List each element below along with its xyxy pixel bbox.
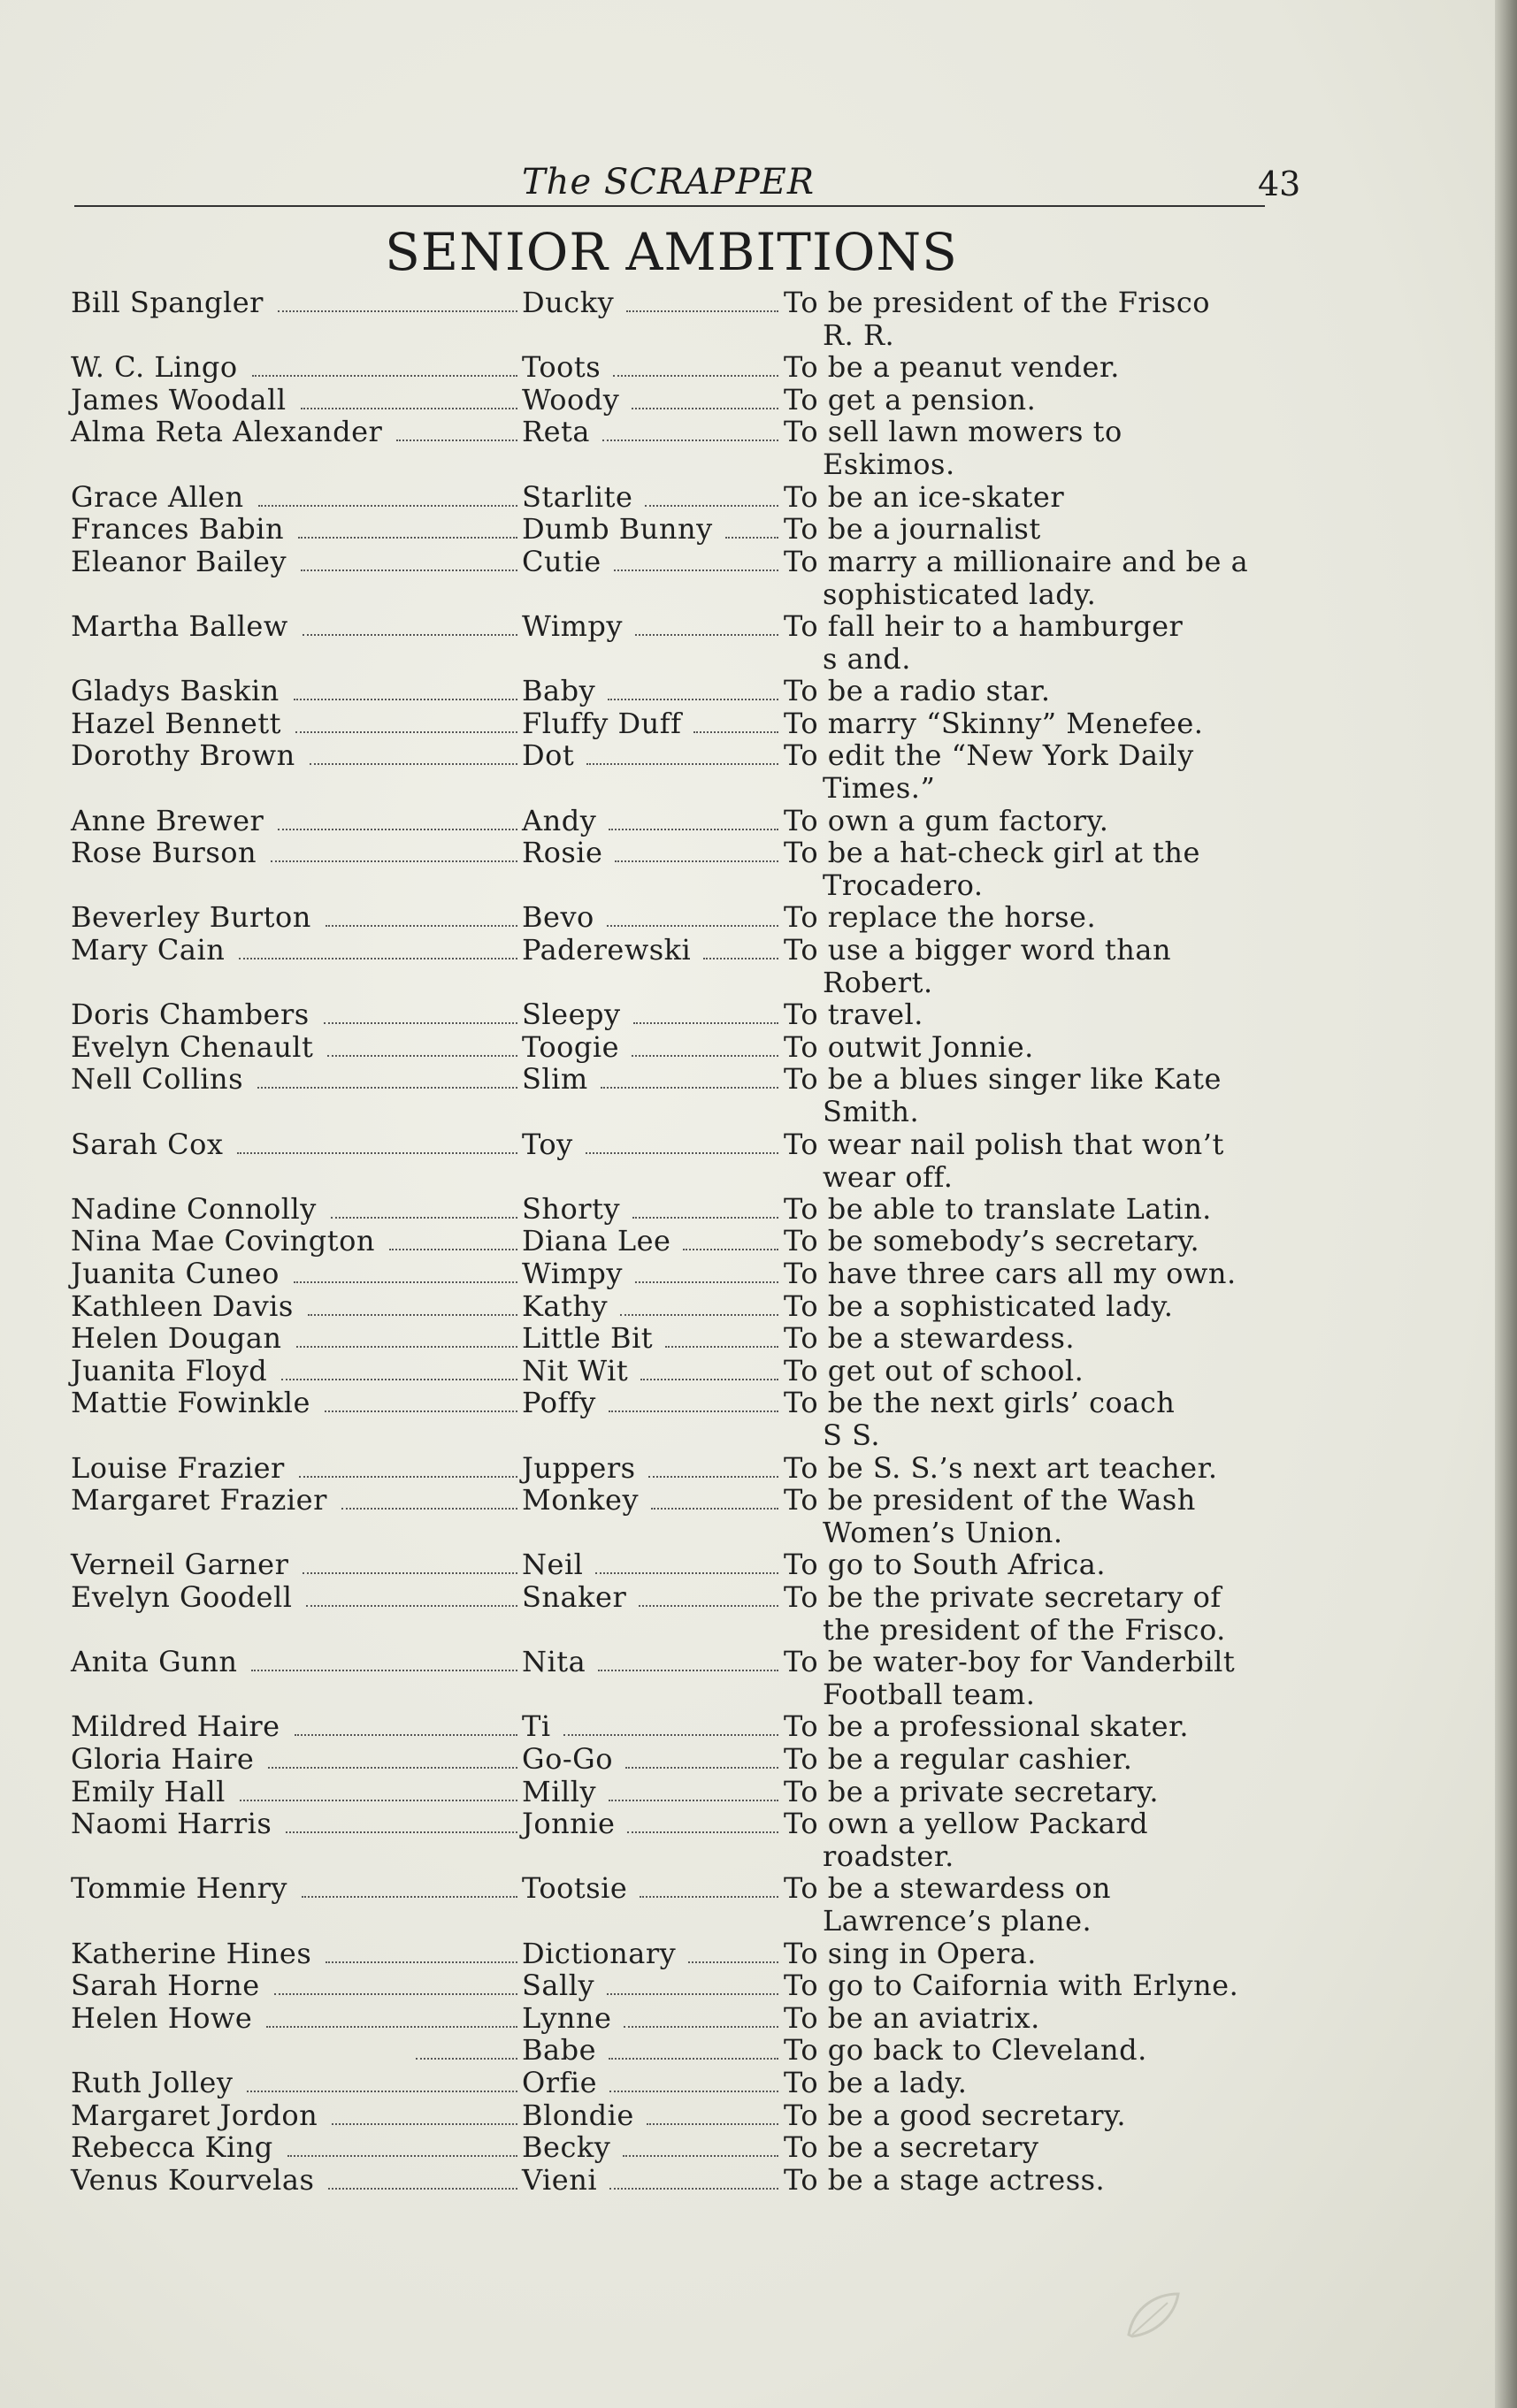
leader-dots bbox=[295, 1734, 517, 1736]
student-nickname: Nit Wit bbox=[522, 1354, 629, 1387]
ambition-text: To be an aviatrix. bbox=[784, 2001, 1040, 2035]
leader-dots bbox=[688, 1961, 778, 1963]
page-edge bbox=[1495, 0, 1517, 2408]
student-name: James Woodall bbox=[71, 383, 287, 417]
student-name: Margaret Jordon bbox=[71, 2098, 318, 2132]
leader-dots bbox=[308, 1314, 517, 1316]
student-name: Anne Brewer bbox=[71, 804, 264, 837]
student-name: Mattie Fowinkle bbox=[71, 1386, 310, 1419]
leader-dots bbox=[237, 1152, 517, 1154]
leader-dots bbox=[299, 1476, 517, 1478]
student-name: Eleanor Bailey bbox=[71, 545, 287, 578]
leader-dots bbox=[258, 505, 517, 507]
leader-dots bbox=[639, 1605, 778, 1607]
ambition-continuation: R. R. bbox=[823, 318, 895, 352]
student-nickname: Go-Go bbox=[522, 1742, 613, 1776]
ambition-text: To be water-boy for Vanderbilt bbox=[784, 1645, 1236, 1678]
ambition-text: To be the private secretary of bbox=[784, 1580, 1222, 1614]
ambition-text: To sell lawn mowers to bbox=[784, 415, 1122, 448]
leader-dots bbox=[268, 1767, 517, 1769]
student-nickname: Little Bit bbox=[522, 1321, 654, 1355]
student-nickname: Toots bbox=[522, 350, 601, 384]
leader-dots bbox=[247, 2091, 517, 2092]
student-name: Gladys Baskin bbox=[71, 674, 280, 707]
student-name: Helen Howe bbox=[71, 2001, 253, 2035]
student-name: Rebecca King bbox=[71, 2130, 273, 2164]
leader-dots bbox=[294, 699, 517, 700]
leader-dots bbox=[624, 2026, 778, 2028]
leader-dots bbox=[595, 1572, 778, 1574]
ambition-text: To edit the “New York Daily bbox=[784, 738, 1194, 772]
student-nickname: Nita bbox=[522, 1645, 586, 1678]
leader-dots bbox=[651, 1508, 778, 1510]
leader-dots bbox=[281, 1379, 517, 1380]
ambition-text: To be president of the Frisco bbox=[784, 286, 1211, 319]
ambition-text: To be a sophisticated lady. bbox=[784, 1289, 1174, 1323]
leader-dots bbox=[725, 537, 778, 539]
ambition-text: To be a secretary bbox=[784, 2130, 1039, 2164]
leader-dots bbox=[324, 1022, 517, 1024]
student-name: Mildred Haire bbox=[71, 1709, 280, 1743]
leader-dots bbox=[602, 440, 778, 441]
student-nickname: Paderewski bbox=[522, 933, 692, 967]
leader-dots bbox=[647, 2123, 778, 2125]
leader-dots bbox=[703, 958, 778, 959]
ambition-text: To be able to translate Latin. bbox=[784, 1192, 1212, 1226]
leader-dots bbox=[632, 1217, 778, 1219]
ambition-text: To be a peanut vender. bbox=[784, 350, 1120, 384]
student-nickname: Ti bbox=[522, 1709, 551, 1743]
ambition-text: To replace the horse. bbox=[784, 900, 1097, 934]
leader-dots bbox=[632, 408, 778, 409]
ambition-text: To outwit Jonnie. bbox=[784, 1030, 1034, 1064]
leader-dots bbox=[298, 537, 517, 539]
leader-dots bbox=[633, 1022, 778, 1024]
student-nickname: Milly bbox=[522, 1775, 597, 1808]
leader-dots bbox=[303, 1572, 517, 1574]
student-name: Evelyn Chenault bbox=[71, 1030, 314, 1064]
ambition-continuation: Football team. bbox=[823, 1678, 1036, 1711]
page-number: 43 bbox=[1258, 164, 1301, 203]
student-name: Evelyn Goodell bbox=[71, 1580, 293, 1614]
ambition-text: To be a lady. bbox=[784, 2066, 968, 2099]
student-name: Nadine Connolly bbox=[71, 1192, 317, 1226]
leader-dots bbox=[640, 1896, 778, 1898]
ambition-continuation: the president of the Frisco. bbox=[823, 1613, 1226, 1647]
student-name: Juanita Cuneo bbox=[71, 1257, 280, 1290]
ambition-text: To be a stage actress. bbox=[784, 2163, 1106, 2197]
leader-dots bbox=[302, 1896, 517, 1898]
ambition-text: To use a bigger word than bbox=[784, 933, 1172, 967]
leader-dots bbox=[665, 1346, 778, 1348]
leader-dots bbox=[640, 1379, 778, 1380]
leader-dots bbox=[416, 2058, 517, 2060]
ambition-text: To wear nail polish that won’t bbox=[784, 1128, 1224, 1161]
student-name: Margaret Frazier bbox=[71, 1483, 327, 1517]
student-name: Beverley Burton bbox=[71, 900, 311, 934]
ambition-text: To be an ice-skater bbox=[784, 480, 1065, 514]
leader-dots bbox=[607, 925, 778, 927]
ambition-text: To be a regular cashier. bbox=[784, 1742, 1133, 1776]
student-name: Nina Mae Covington bbox=[71, 1224, 375, 1258]
student-nickname: Tootsie bbox=[522, 1871, 628, 1905]
leader-dots bbox=[325, 1410, 517, 1412]
leader-dots bbox=[306, 1605, 517, 1607]
leader-dots bbox=[609, 2188, 778, 2190]
leader-dots bbox=[266, 2026, 517, 2028]
leaf-watermark-icon bbox=[1122, 2289, 1184, 2342]
student-nickname: Diana Lee bbox=[522, 1224, 671, 1258]
leader-dots bbox=[295, 731, 517, 733]
ambition-text: To go to South Africa. bbox=[784, 1548, 1107, 1581]
leader-dots bbox=[608, 699, 778, 700]
ambition-text: To be a professional skater. bbox=[784, 1709, 1190, 1743]
student-nickname: Rosie bbox=[522, 836, 603, 869]
leader-dots bbox=[327, 1055, 517, 1057]
leader-dots bbox=[287, 2155, 517, 2157]
student-name: Frances Babin bbox=[71, 512, 285, 546]
student-name: Juanita Floyd bbox=[71, 1354, 268, 1387]
student-name: Mary Cain bbox=[71, 933, 226, 967]
leader-dots bbox=[341, 1508, 517, 1510]
running-title: The SCRAPPER bbox=[522, 162, 815, 203]
student-name: Anita Gunn bbox=[71, 1645, 238, 1678]
ambition-text: To be S. S.’s next art teacher. bbox=[784, 1451, 1218, 1485]
student-name: Doris Chambers bbox=[71, 998, 310, 1031]
leader-dots bbox=[609, 1800, 778, 1801]
ambition-continuation: S S. bbox=[823, 1418, 881, 1452]
leader-dots bbox=[278, 829, 517, 830]
leader-dots bbox=[303, 634, 517, 636]
student-nickname: Jonnie bbox=[522, 1807, 616, 1840]
leader-dots bbox=[625, 1767, 778, 1769]
ambition-text: To own a gum factory. bbox=[784, 804, 1109, 837]
ambition-continuation: Eskimos. bbox=[823, 447, 955, 481]
student-nickname: Starlite bbox=[522, 480, 633, 514]
ambition-continuation: Lawrence’s plane. bbox=[823, 1904, 1092, 1938]
student-nickname: Blondie bbox=[522, 2098, 634, 2132]
ambition-text: To be a hat-check girl at the bbox=[784, 836, 1200, 869]
leader-dots bbox=[301, 408, 517, 409]
student-nickname: Shorty bbox=[522, 1192, 621, 1226]
leader-dots bbox=[396, 440, 517, 441]
student-nickname: Cutie bbox=[522, 545, 601, 578]
leader-dots bbox=[586, 1152, 778, 1154]
student-nickname: Kathy bbox=[522, 1289, 609, 1323]
student-nickname: Fluffy Duff bbox=[522, 707, 682, 740]
ambition-continuation: Times.” bbox=[823, 771, 936, 805]
ambition-text: To go to Caifornia with Erlyne. bbox=[784, 1968, 1239, 2002]
leader-dots bbox=[609, 2058, 778, 2060]
leader-dots bbox=[648, 1476, 778, 1478]
leader-dots bbox=[586, 763, 778, 765]
leader-dots bbox=[257, 1087, 517, 1089]
ambition-text: To get a pension. bbox=[784, 383, 1037, 417]
ambition-continuation: Women’s Union. bbox=[823, 1516, 1063, 1549]
student-name: Sarah Horne bbox=[71, 1968, 260, 2002]
leader-dots bbox=[278, 310, 517, 312]
student-nickname: Snaker bbox=[522, 1580, 627, 1614]
student-name: Ruth Jolley bbox=[71, 2066, 234, 2099]
leader-dots bbox=[326, 925, 517, 927]
leader-dots bbox=[286, 1831, 517, 1833]
leader-dots bbox=[332, 2123, 517, 2125]
student-nickname: Dot bbox=[522, 738, 575, 772]
ambition-text: To be a journalist bbox=[784, 512, 1041, 546]
ambition-text: To marry “Skinny” Menefee. bbox=[784, 707, 1204, 740]
ambition-text: To get out of school. bbox=[784, 1354, 1084, 1387]
student-name: Venus Kourvelas bbox=[71, 2163, 315, 2197]
leader-dots bbox=[251, 1670, 517, 1671]
student-name: Nell Collins bbox=[71, 1062, 244, 1096]
student-nickname: Woody bbox=[522, 383, 620, 417]
leader-dots bbox=[607, 1993, 778, 1995]
student-nickname: Neil bbox=[522, 1548, 584, 1581]
leader-dots bbox=[683, 1249, 778, 1250]
leader-dots bbox=[623, 2155, 778, 2157]
student-name: Tommie Henry bbox=[71, 1871, 287, 1905]
ambition-text: To be the next girls’ coach bbox=[784, 1386, 1176, 1419]
student-name: Louise Frazier bbox=[71, 1451, 285, 1485]
student-name: Emily Hall bbox=[71, 1775, 226, 1808]
ambition-continuation: s and. bbox=[823, 642, 911, 676]
student-nickname: Wimpy bbox=[522, 1257, 623, 1290]
leader-dots bbox=[271, 860, 517, 862]
student-name: Alma Reta Alexander bbox=[71, 415, 383, 448]
student-nickname: Wimpy bbox=[522, 609, 623, 643]
ambition-text: To be a radio star. bbox=[784, 674, 1051, 707]
leader-dots bbox=[645, 505, 778, 507]
ambition-text: To go back to Cleveland. bbox=[784, 2033, 1147, 2067]
student-nickname: Baby bbox=[522, 674, 596, 707]
student-name: Sarah Cox bbox=[71, 1128, 224, 1161]
leader-dots bbox=[615, 860, 778, 862]
ambition-text: To fall heir to a hamburger bbox=[784, 609, 1184, 643]
student-name: Kathleen Davis bbox=[71, 1289, 294, 1323]
leader-dots bbox=[613, 375, 778, 377]
leader-dots bbox=[328, 2188, 517, 2190]
leader-dots bbox=[614, 570, 778, 571]
header-rule bbox=[74, 205, 1265, 207]
ambition-text: To sing in Opera. bbox=[784, 1937, 1037, 1970]
ambition-text: To be a stewardess on bbox=[784, 1871, 1111, 1905]
leader-dots bbox=[693, 731, 778, 733]
student-nickname: Bevo bbox=[522, 900, 594, 934]
student-name: Grace Allen bbox=[71, 480, 244, 514]
student-nickname: Sleepy bbox=[522, 998, 621, 1031]
student-name: W. C. Lingo bbox=[71, 350, 238, 384]
leader-dots bbox=[274, 1993, 517, 1995]
student-nickname: Juppers bbox=[522, 1451, 636, 1485]
ambition-continuation: sophisticated lady. bbox=[823, 577, 1097, 611]
student-nickname: Monkey bbox=[522, 1483, 640, 1517]
ambition-continuation: Smith. bbox=[823, 1095, 920, 1128]
student-nickname: Poffy bbox=[522, 1386, 596, 1419]
ambition-text: To own a yellow Packard bbox=[784, 1807, 1149, 1840]
student-name: Dorothy Brown bbox=[71, 738, 295, 772]
student-nickname: Slim bbox=[522, 1062, 588, 1096]
student-nickname: Lynne bbox=[522, 2001, 612, 2035]
leader-dots bbox=[310, 763, 517, 765]
leader-dots bbox=[301, 570, 517, 571]
page-header bbox=[74, 159, 1301, 212]
ambition-text: To have three cars all my own. bbox=[784, 1257, 1237, 1290]
ambition-text: To be president of the Wash bbox=[784, 1483, 1196, 1517]
student-name: Martha Ballew bbox=[71, 609, 288, 643]
ambition-text: To be a private secretary. bbox=[784, 1775, 1160, 1808]
leader-dots bbox=[326, 1961, 517, 1963]
student-nickname: Dumb Bunny bbox=[522, 512, 713, 546]
ambition-text: To be a good secretary. bbox=[784, 2098, 1127, 2132]
leader-dots bbox=[635, 634, 778, 636]
leader-dots bbox=[632, 1055, 778, 1057]
leader-dots bbox=[252, 375, 517, 377]
student-nickname: Ducky bbox=[522, 286, 615, 319]
leader-dots bbox=[598, 1670, 778, 1671]
student-name: Naomi Harris bbox=[71, 1807, 272, 1840]
student-nickname: Toogie bbox=[522, 1030, 620, 1064]
ambition-continuation: roadster. bbox=[823, 1839, 954, 1873]
leader-dots bbox=[609, 829, 778, 830]
student-nickname: Orfie bbox=[522, 2066, 598, 2099]
leader-dots bbox=[563, 1734, 778, 1736]
ambition-text: To be a stewardess. bbox=[784, 1321, 1076, 1355]
student-name: Verneil Garner bbox=[71, 1548, 289, 1581]
student-name: Helen Dougan bbox=[71, 1321, 282, 1355]
student-name: Hazel Bennett bbox=[71, 707, 282, 740]
ambition-continuation: Trocadero. bbox=[823, 868, 984, 902]
student-nickname: Andy bbox=[522, 804, 597, 837]
student-name: Rose Burson bbox=[71, 836, 257, 869]
leader-dots bbox=[331, 1217, 517, 1219]
student-nickname: Babe bbox=[522, 2033, 597, 2067]
leader-dots bbox=[601, 1087, 778, 1089]
ambition-text: To marry a millionaire and be a bbox=[784, 545, 1249, 578]
leader-dots bbox=[620, 1314, 778, 1316]
page-title: SENIOR AMBITIONS bbox=[385, 222, 958, 282]
leader-dots bbox=[609, 2091, 778, 2092]
leader-dots bbox=[240, 1800, 517, 1801]
ambition-continuation: wear off. bbox=[823, 1160, 954, 1194]
student-nickname: Dictionary bbox=[522, 1937, 677, 1970]
leader-dots bbox=[627, 1831, 778, 1833]
leader-dots bbox=[296, 1346, 518, 1348]
ambition-text: To be a blues singer like Kate bbox=[784, 1062, 1222, 1096]
leader-dots bbox=[294, 1281, 517, 1283]
ambition-text: To be somebody’s secretary. bbox=[784, 1224, 1200, 1258]
leader-dots bbox=[635, 1281, 778, 1283]
ambition-text: To travel. bbox=[784, 998, 923, 1031]
leader-dots bbox=[239, 958, 517, 959]
leader-dots bbox=[609, 1410, 778, 1412]
student-name: Gloria Haire bbox=[71, 1742, 255, 1776]
student-nickname: Vieni bbox=[522, 2163, 598, 2197]
leader-dots bbox=[389, 1249, 517, 1250]
student-nickname: Becky bbox=[522, 2130, 611, 2164]
student-name: Bill Spangler bbox=[71, 286, 264, 319]
student-nickname: Sally bbox=[522, 1968, 595, 2002]
student-nickname: Toy bbox=[522, 1128, 573, 1161]
ambition-continuation: Robert. bbox=[823, 966, 933, 999]
student-name: Katherine Hines bbox=[71, 1937, 312, 1970]
student-nickname: Reta bbox=[522, 415, 590, 448]
leader-dots bbox=[626, 310, 778, 312]
